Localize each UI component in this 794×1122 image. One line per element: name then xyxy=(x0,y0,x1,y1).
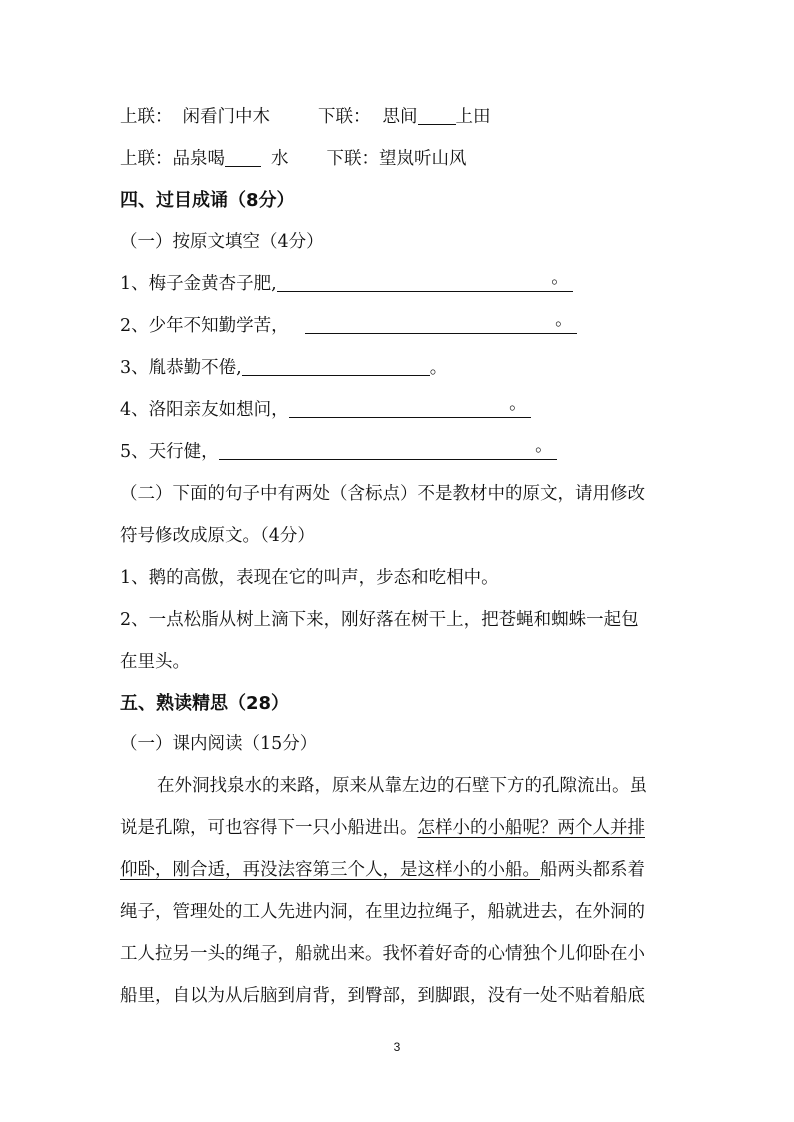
couplet-upper-text-post: 水 xyxy=(271,149,289,169)
couplet-upper-text: 闲看门中木 xyxy=(182,107,270,127)
fill-item-text: 2、少年不知勤学苦， xyxy=(120,316,289,336)
fill-item-end: 。 xyxy=(429,358,448,378)
fill-item-2 xyxy=(120,311,680,341)
reading-text: 说是孔隙，可也容得下一只小船进出。 xyxy=(120,818,418,838)
underlined-sentence: 怎样小的小船呢？两个人并排 xyxy=(417,818,645,838)
fill-item-text: 4、洛阳亲友如想问， xyxy=(120,400,289,420)
fill-item-text: 5、天行健， xyxy=(120,442,219,462)
fill-item-5 xyxy=(120,437,680,467)
fill-item-3 xyxy=(120,353,680,383)
reading-para-line-1: 在外洞找泉水的来路，原来从靠左边的石壁下方的孔隙流出。虽 xyxy=(157,776,647,796)
revise-item-2-line-1: 2、一点松脂从树上滴下来，刚好落在树干上，把苍蝇和蜘蛛一起包 xyxy=(120,610,639,630)
answer-blank[interactable] xyxy=(289,394,531,418)
section-5-part-1-title: （一）课内阅读（15分） xyxy=(120,734,318,754)
answer-blank[interactable] xyxy=(418,104,456,125)
section-4-part-1-title: （一）按原文填空（4分） xyxy=(120,232,324,252)
fill-item-end: 。 xyxy=(551,268,569,288)
couplet-lower-label: 下联： xyxy=(326,149,379,169)
fill-item-end: 。 xyxy=(535,436,553,456)
fill-item-text: 3、胤恭勤不倦, xyxy=(120,358,242,378)
couplet-lower-text-post: 上田 xyxy=(455,107,491,127)
answer-blank[interactable] xyxy=(242,355,430,376)
reading-text: 船两头都系着 xyxy=(540,860,645,880)
section-5-title: 五、熟读精思（28） xyxy=(120,693,290,714)
fill-item-4 xyxy=(120,395,680,425)
page-number: 3 xyxy=(393,1040,401,1054)
fill-item-end: 。 xyxy=(555,310,573,330)
couplet-lower-text: 望岚听山风 xyxy=(379,149,467,169)
couplet-lower-text-pre: 思间 xyxy=(382,107,418,127)
couplet-upper-label: 上联： xyxy=(120,107,173,127)
reading-para-line-5: 工人拉另一头的绳子，船就出来。我怀着好奇的心情独个儿仰卧在小 xyxy=(120,944,645,964)
reading-para-line-4: 绳子，管理处的工人先进内洞，在里边拉绳子，船就进去，在外洞的 xyxy=(120,902,645,922)
answer-blank[interactable] xyxy=(305,310,577,334)
answer-blank[interactable] xyxy=(277,268,573,292)
reading-para-line-6: 船里，自以为从后脑到肩背，到臀部，到脚跟，没有一处不贴着船底 xyxy=(120,986,645,1006)
fill-item-text: 1、梅子金黄杏子肥, xyxy=(120,274,277,294)
answer-blank[interactable] xyxy=(225,146,261,167)
section-4-part-2-title-line-1: （二）下面的句子中有两处（含标点）不是教材中的原文，请用修改 xyxy=(120,484,645,504)
couplet-row-2 xyxy=(120,144,680,174)
couplet-upper-text-pre: 品泉喝 xyxy=(172,149,225,169)
couplet-row-1 xyxy=(120,102,680,132)
reading-para-line-3 xyxy=(120,855,680,885)
underlined-sentence: 仰卧，刚合适，再没法容第三个人，是这样小的小船。 xyxy=(120,860,540,880)
answer-blank[interactable] xyxy=(219,436,557,460)
reading-para-line-2 xyxy=(120,813,680,843)
fill-item-1 xyxy=(120,269,680,299)
revise-item-2-line-2: 在里头。 xyxy=(120,652,190,672)
fill-item-end: 。 xyxy=(509,394,527,414)
couplet-lower-label: 下联： xyxy=(318,107,371,127)
couplet-upper-label: 上联： xyxy=(120,149,173,169)
revise-item-1: 1、鹅的高傲，表现在它的叫声，步态和吃相中。 xyxy=(120,568,499,588)
section-4-title: 四、过目成诵（8分） xyxy=(120,190,295,211)
section-4-part-2-title-line-2: 符号修改成原文。（4分） xyxy=(120,526,315,546)
